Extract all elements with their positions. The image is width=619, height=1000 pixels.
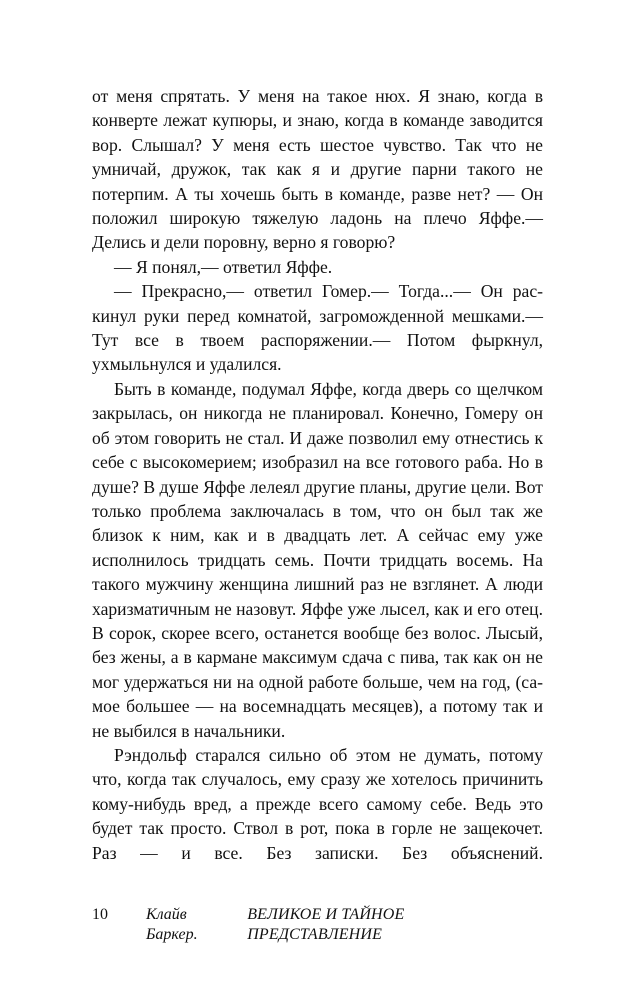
paragraph-dialogue-homer: — Прекрасно,— ответил Гомер.— Тогда...— Он раскинул руки перед комнатой, загроможденной мешками.— Тут все в твоем распоряжении.— Потом фыркнул, ухмыльнулся и удалился. — [92, 281, 543, 375]
paragraph-continued: от меня спрятать. У меня на такое нюх. Я знаю, когда в конверте лежат купюры, и знаю, когда в команде заводится вор. Слышал? У меня есть шестое чувство. Так что не умничай, дружок, так как я и другие парни такого не потерпим. А ты хочешь быть в команде, разве нет? — Он положил широкую тяжелую ладонь на плечо Яффе.— Делись и дели поровну, верно я говорю? — [92, 86, 543, 253]
paragraph-randolph: Рэндольф старался сильно об этом не думать, потому что, когда так случалось, ему сразу же хотелось причинить кому-нибудь вред, а прежде всего самому себе. Ведь это будет так просто. Ствол в рот, пока в горле не защекочет. Раз — и все. Без записки. Без объяснений. — [92, 744, 543, 863]
footer-book-title: ВЕЛИКОЕ И ТАЙНОЕ ПРЕДСТАВЛЕНИЕ — [247, 906, 405, 943]
paragraph-narrative: Быть в команде, подумал Яффе, когда дверь со щелчком закрылась, он никогда не планировал. Конечно, Гомеру он об этом говорить не стал. И даже позволил ему отнестись к себе с высокомерием; изобразил на все готового раба. Но в душе? В душе Яффе лелеял другие планы, другие цели. Вот только проблема заключалась в том, что он был так же близок к ним, как и в двадцать лет. А сейчас ему уже исполнилось тридцать семь. Почти тридцать восемь. На такого мужчину женщина лишний раз не взглянет. А люди харизматичным не назовут. Яффе уже лысел, как и его отец. В сорок, скорее всего, останется вообще без волос. Лысый, без жены, а в кармане максимум сдача с пива, так как он не мог удержаться ни на одной работе больше, чем на год, (самое большее — на восемнадцать месяцев), а потому так и не выбился в начальники. — [92, 378, 543, 741]
paragraph-dialogue-yaffe: — Я понял,— ответил Яффе. — [114, 256, 333, 277]
page-number: 10 — [92, 906, 108, 923]
footer-author: Клайв Баркер. — [145, 906, 198, 943]
running-footer — [92, 905, 543, 945]
body-text — [92, 84, 543, 865]
